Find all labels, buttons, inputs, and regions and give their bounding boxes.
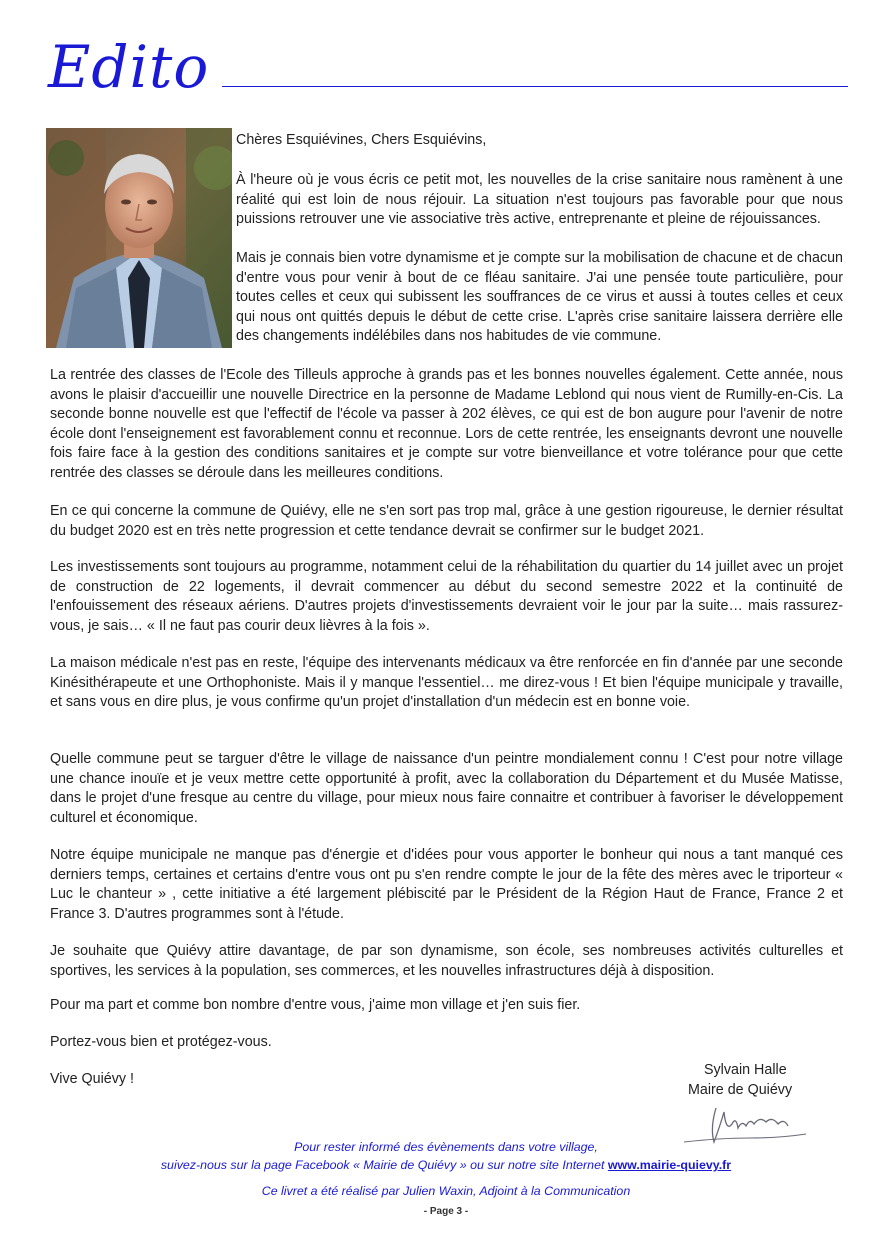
paragraph-11: Portez-vous bien et protégez-vous. bbox=[50, 1034, 272, 1050]
paragraph-10: Pour ma part et comme bon nombre d'entre vous, j'aime mon village et j'en suis fier. bbox=[50, 997, 581, 1013]
paragraph-5: Les investissements sont toujours au programme, notamment celui de la réhabilitation du quartier du 14 juillet avec un projet de construction de 22 logements, il devrait commencer au début du second semestre 2022 et la continuité de l'enfouissement des réseaux aériens. D'autres projets d'investissements devraient voir le jour par la suite… mais rassurez-vous, je sais… « Il ne faut pas courir deux lièvres à la fois ». bbox=[50, 559, 843, 634]
paragraph-6: La maison médicale n'est pas en reste, l'équipe des intervenants médicaux va être renforcée en fin d'année par une seconde Kinésithérapeute et une Orthophoniste. Mais il y manque l'essentiel… me direz-vous ! Et bien l'équipe municipale y travaille, et sans vous en dire plus, je vous confirme qu'un projet d'installation d'un médecin est en bonne voie. bbox=[50, 655, 843, 711]
paragraph-2: Mais je connais bien votre dynamisme et je compte sur la mobilisation de chacune et de chacun d'entre vous pour venir à bout de ce fléau sanitaire. J'ai une pensée toute particulière, pour toutes celles et ceux qui subissent les souffrances de ce virus et aussi à toutes celles et ceux qui nous ont quittés depuis le début de cette crise. L'après crise sanitaire laissera derrière elle des changements indélébiles dans nos habitudes de vie commune. bbox=[236, 250, 843, 345]
footer-info-line: Pour rester informé des évènements dans votre village, bbox=[294, 1140, 598, 1154]
portrait-image bbox=[46, 128, 232, 348]
footer-follow-text: suivez-nous sur la page Facebook « Mairie de Quiévy » ou sur notre site Internet bbox=[160, 1158, 608, 1172]
signature-name: Sylvain Halle bbox=[704, 1062, 787, 1078]
paragraph-7: Quelle commune peut se targuer d'être le village de naissance d'un peintre mondialement connu ! C'est pour notre village une chance inouïe et je veux mettre cette opportunité à profit, avec la collaboration du Département et du Musée Matisse, dans le projet d'une fresque au centre du village, pour mieux nous faire connaitre et contribuer à favoriser le développement culturel et économique. bbox=[50, 751, 843, 826]
title-divider bbox=[222, 86, 848, 87]
paragraph-1: À l'heure où je vous écris ce petit mot, les nouvelles de la crise sanitaire nous ramènent à une réalité qui est loin de nous réjouir. La situation n'est toujours pas favorable pour que nous puissions retrouver une vie associative très active, entreprenante et pleine de réjouissances. bbox=[236, 172, 843, 228]
paragraph-8: Notre équipe municipale ne manque pas d'énergie et d'idées pour vous apporter le bonheur qui nous a tant manqué ces derniers temps, certaines et certains d'entre vous ont pu s'en rendre compte le jour de la fête des mères avec le triporteur « Luc le chanteur » , cette initiative a été largement plébiscité par le Président de la Région Haut de France, France 2 et France 3. D'autres programmes sont à l'étude. bbox=[50, 847, 843, 922]
page-title: Edito bbox=[48, 33, 210, 101]
mayor-photo bbox=[46, 128, 232, 348]
paragraph-4: En ce qui concerne la commune de Quiévy, elle ne s'en sort pas trop mal, grâce à une gestion rigoureuse, le dernier résultat du budget 2020 est en très nette progression et cette tendance devrait se confirmer sur le budget 2021. bbox=[50, 503, 843, 539]
salutation: Chères Esquiévines, Chers Esquiévins, bbox=[236, 132, 487, 148]
signature-role: Maire de Quiévy bbox=[688, 1082, 793, 1098]
closing-line: Vive Quiévy ! bbox=[50, 1071, 134, 1087]
website-link[interactable]: www.mairie-quievy.fr bbox=[607, 1158, 732, 1172]
footer-follow-line bbox=[0, 1158, 892, 1172]
footer-credit: Ce livret a été réalisé par Julien Waxin, Adjoint à la Communication bbox=[261, 1184, 631, 1198]
page-number: - Page 3 - bbox=[423, 1206, 469, 1217]
paragraph-3: La rentrée des classes de l'Ecole des Tilleuls approche à grands pas et les bonnes nouvelles également. Cette année, nous avons le plaisir d'accueillir une nouvelle Directrice en la personne de Madame Leblond qui nous vient de Rumilly-en-Cis. La seconde bonne nouvelle est que l'effectif de l'école va passer à 202 élèves, ce qui est de bon augure pour l'avenir de notre école dont l'enseignement est favorablement connu et reconnue. Lors de cette rentrée, les enseignants devront une nouvelle fois faire face à la gestion des conditions sanitaires et je compte sur votre bienveillance et votre tolérance pour que cette rentrée des classes se déroule dans les meilleures conditions. bbox=[50, 367, 843, 481]
paragraph-9: Je souhaite que Quiévy attire davantage, de par son dynamisme, son école, ses nombreuses activités culturelles et sportives, les services à la population, ses commerces, et les nouvelles infrastructures déjà à disposition. bbox=[50, 943, 843, 979]
